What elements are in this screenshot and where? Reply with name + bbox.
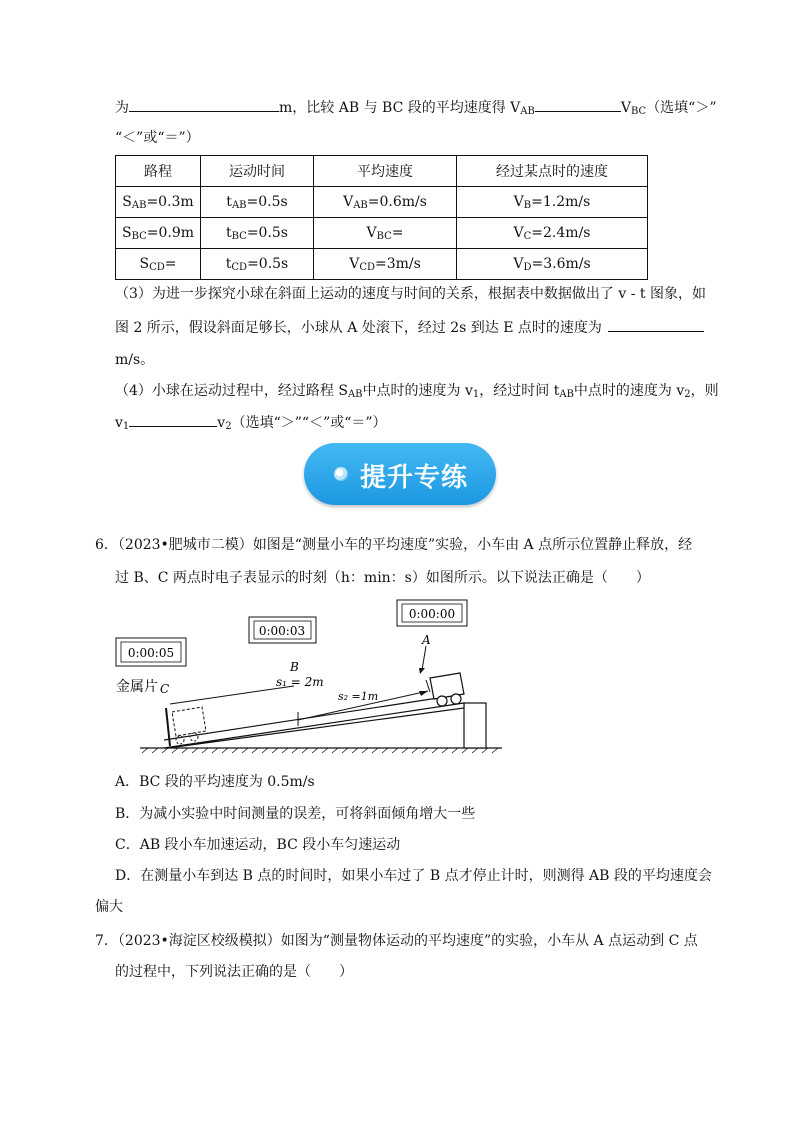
text: 图 2 所示，假设斜面足够长，小球从 A 处滚下，经过 2s 到达 E 点时的速度为 [115,320,602,336]
text: （选填“＞” [646,100,717,116]
metal-plate [166,708,170,746]
text: V [620,100,631,116]
q6-option-c[interactable]: C．AB 段小车加速运动，BC 段小车匀速运动 [115,837,401,853]
table-header: 平均速度 [314,156,457,187]
answer-blank[interactable] [608,317,704,332]
prev-question-line2: “＜”或“＝”） [115,130,200,146]
section-badge [304,443,496,505]
incline-board [164,703,464,748]
car-wheel [437,696,447,706]
q7-line1: 7．（2023•海淀区校级模拟）如图为“测量物体运动的平均速度”的实验，小车从 A 点运动到 C 点 [95,933,698,949]
table-cell: $V_D=3.6m/s$ [457,249,648,280]
q3-line2 [115,317,704,338]
text: 为 [115,100,129,116]
answer-blank[interactable] [129,412,217,427]
table-cell: $S_{BC}=0.9m$ [116,218,201,249]
q6-option-d-line2: 偏大 [95,899,123,915]
answer-blank[interactable] [535,97,621,112]
label-s1: s₁ = 2m [276,675,324,689]
car-wheel [451,694,461,704]
q6-line1: 6．（2023•肥城市二模）如图是“测量小车的平均速度”实验，小车由 A 点所示位置静止释放，经 [95,537,693,553]
table-cell: $V_B=1.2m/s$ [457,187,648,218]
s2-arrow-head [419,691,428,696]
section-badge-label: 提升专练 [360,463,469,493]
table-header-row [116,156,648,187]
car-dashed-wheel [190,733,198,741]
table-cell: $V_{AB}=0.6m/s$ [314,187,457,218]
answer-blank[interactable] [129,97,279,112]
timer-a-text: 0:00:00 [408,607,456,621]
incline-top-edge [164,694,464,740]
bullet-icon [334,467,348,481]
table-header: 路程 [116,156,201,187]
q3-line3: m/s。 [115,352,155,368]
q4-line2: $v_1$ $v_2$（选填“＞”“＜”或“＝”） [115,412,387,437]
q3-line1: （3）为进一步探究小球在斜面上运动的速度与时间的关系，根据表中数据做出了 v - t 图象，如 [115,286,706,302]
q6-option-b[interactable]: B．为减小实验中时间测量的误差，可将斜面倾角增大一些 [115,806,476,822]
table-row [116,187,648,218]
q4-line1: （4）小球在运动过程中，经过路程 $S_{AB}$中点时的速度为 $v_1$，经过时间 $t_{AB}$中点时的速度为 $v_2$，则 [115,383,719,400]
metal-plate-label: 金属片 [116,679,158,695]
timer-b-text: 0:00:03 [258,624,306,638]
table-cell: $V_C=2.4m/s$ [457,218,648,249]
a-pointer-line [422,646,426,670]
text: m，比较 AB 与 BC 段的平均速度得 V [279,100,521,116]
label-a: A [422,633,431,647]
table-cell: $t_{AB}=0.5s$ [201,187,314,218]
table-row [116,249,648,280]
label-b: B [290,660,299,674]
q6-option-a[interactable]: A．BC 段的平均速度为 0.5m/s [115,774,315,790]
ground-hatching [142,748,498,753]
label-s2: s₂ =1m [338,690,379,703]
label-c: C [160,682,170,696]
incline-experiment-figure [108,590,508,760]
q6-option-d-line1[interactable]: D．在测量小车到达 B 点的时间时，如果小车过了 B 点才停止计时，则测得 AB 段的平均速度会 [115,868,712,884]
table-cell: $V_{CD}=3m/s$ [314,249,457,280]
table-cell[interactable]: $S_{CD}=$ [116,249,201,280]
incline-diagram [108,590,508,760]
subscript: AB [520,106,535,117]
table-header: 经过某点时的速度 [457,156,648,187]
table-cell: $t_{BC}=0.5s$ [201,218,314,249]
table-row [116,218,648,249]
q6-line2: 过 B、C 两点时电子表显示的时刻（h：min：s）如图所示。以下说法正确是（ ） [115,570,650,586]
table-header: 运动时间 [201,156,314,187]
prev-question-line1 [115,97,717,122]
table-cell[interactable]: $V_{BC}=$ [314,218,457,249]
table-cell: $S_{AB}=0.3m$ [116,187,201,218]
data-table [115,155,648,280]
car-dashed-outline [172,707,206,736]
support-block [464,703,486,748]
timer-c-text: 0:00:05 [127,646,175,660]
subscript: BC [631,106,647,117]
a-tick [426,680,430,692]
q7-line2: 的过程中，下列说法正确的是（ ） [115,964,353,980]
table-cell: $t_{CD}=0.5s$ [201,249,314,280]
a-pointer-arrow [419,668,425,674]
